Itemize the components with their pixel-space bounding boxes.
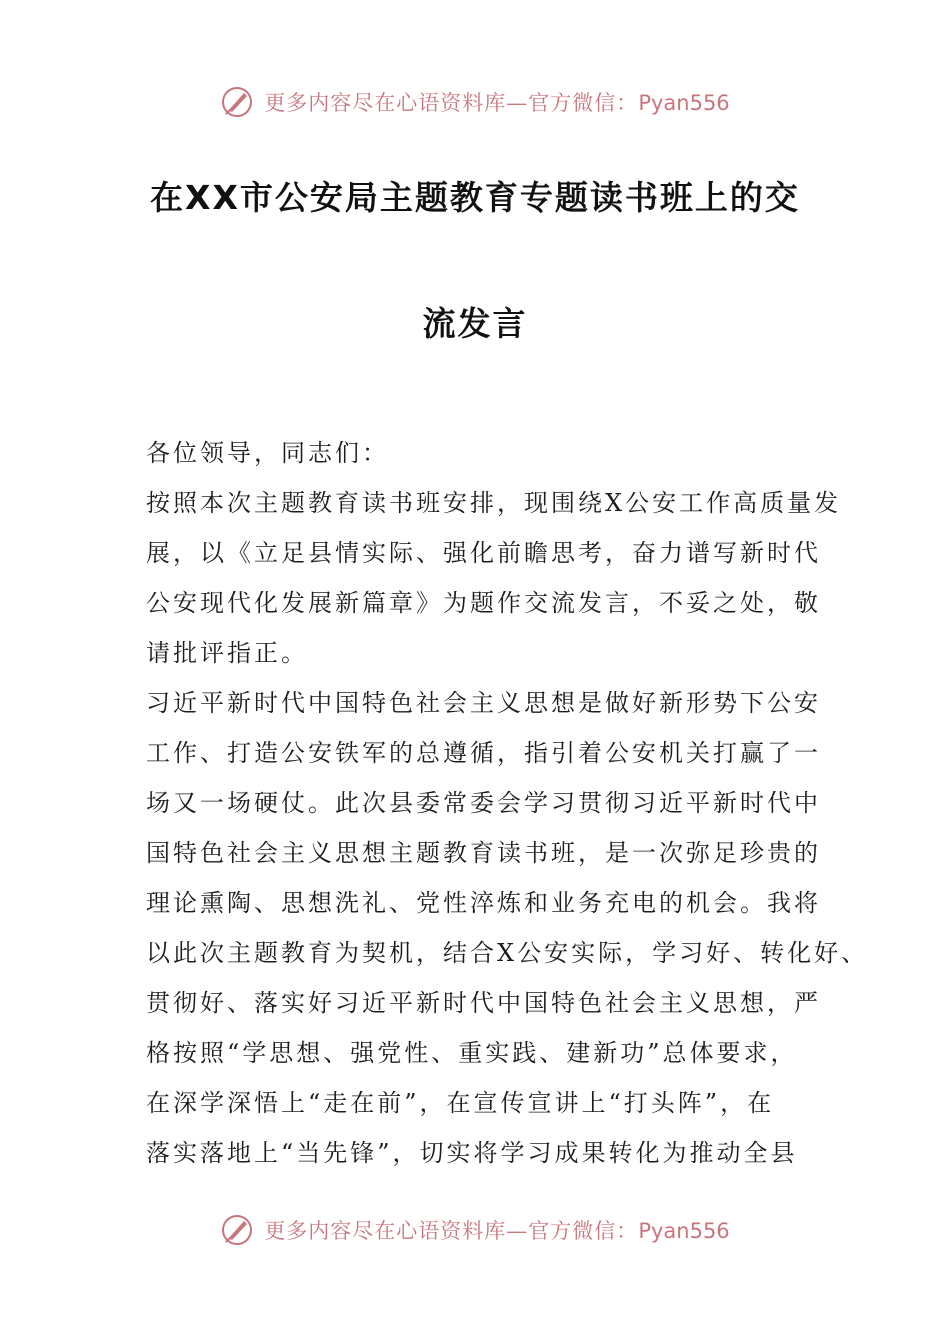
document-title-line-2: 流发言 [422, 304, 528, 343]
body-line: 理论熏陶、思想洗礼、党性淬炼和业务充电的机会。我将 [146, 889, 821, 917]
quill-logo-icon [220, 1213, 254, 1247]
body-line: 各位领导，同志们： [146, 439, 389, 467]
body-line: 按照本次主题教育读书班安排，现围绕X公安工作高质量发 [146, 489, 842, 517]
footer-watermark-banner [0, 1208, 950, 1252]
body-line: 展，以《立足县情实际、强化前瞻思考，奋力谱写新时代 [146, 539, 821, 567]
body-line: 贯彻好、落实好习近平新时代中国特色社会主义思想，严 [146, 989, 821, 1017]
watermark-handle: Pyan556 [638, 1219, 730, 1243]
body-line: 在深学深悟上“走在前”，在宣传宣讲上“打头阵”，在 [146, 1089, 775, 1117]
body-line: 习近平新时代中国特色社会主义思想是做好新形势下公安 [146, 689, 821, 717]
body-line: 工作、打造公安铁军的总遵循，指引着公安机关打赢了一 [146, 739, 821, 767]
header-watermark-banner [0, 80, 950, 124]
body-line: 请批评指正。 [146, 639, 308, 667]
body-line: 格按照“学思想、强党性、重实践、建新功”总体要求， [146, 1039, 798, 1067]
quill-logo-icon [220, 85, 254, 119]
watermark-text: 更多内容尽在心语资料库—官方微信：Pyan556 [264, 91, 730, 115]
body-line: 公安现代化发展新篇章》为题作交流发言，不妥之处，敬 [146, 589, 821, 617]
body-line: 场又一场硬仗。此次县委常委会学习贯彻习近平新时代中 [146, 789, 821, 817]
body-line: 国特色社会主义思想主题教育读书班，是一次弥足珍贵的 [146, 839, 821, 867]
document-body [146, 428, 869, 1178]
watermark-text: 更多内容尽在心语资料库—官方微信：Pyan556 [264, 1219, 730, 1243]
document-title-line-1: 在XX市公安局主题教育专题读书班上的交 [150, 178, 800, 217]
body-line: 以此次主题教育为契机，结合X公安实际，学习好、转化好、 [146, 939, 869, 967]
watermark-handle: Pyan556 [638, 91, 730, 115]
body-line: 落实落地上“当先锋”，切实将学习成果转化为推动全县 [146, 1139, 798, 1167]
